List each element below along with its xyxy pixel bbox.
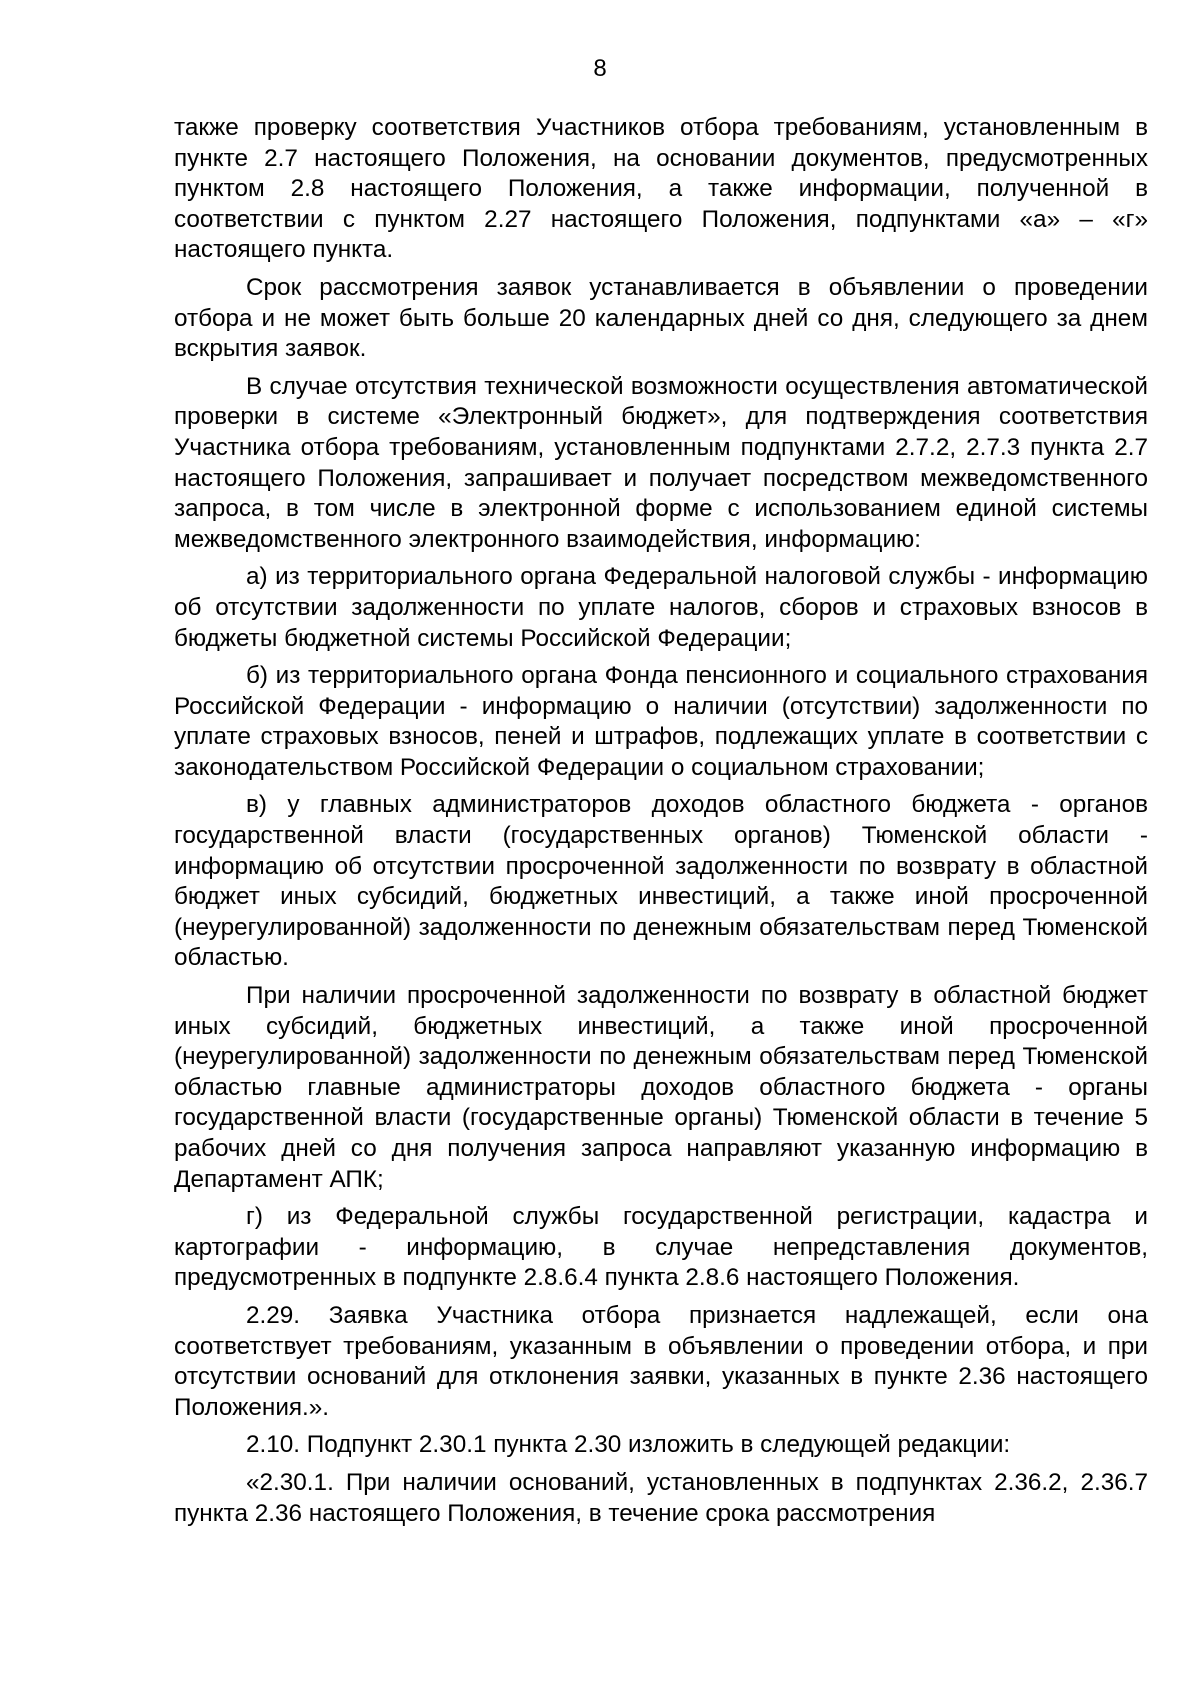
paragraph: Срок рассмотрения заявок устанавливается в объявлении о проведении отбора и не может быть больше 20 календарных дней со дня, следующего за днем вскрытия заявок. bbox=[174, 273, 1148, 363]
paragraph: б) из территориального органа Фонда пенсионного и социального страхования Российской Федерации - информацию о наличии (отсутствии) задолженности по уплате страховых взносов, пеней и штрафов, подлежащих уплате в соответствии с законодательством Российской Федерации о социальном страховании; bbox=[174, 662, 1148, 781]
paragraph: «2.30.1. При наличии оснований, установленных в подпунктах 2.36.2, 2.36.7 пункта 2.36 настоящего Положения, в течение срока рассмотрения bbox=[174, 1468, 1148, 1527]
paragraph: также проверку соответствия Участников отбора требованиям, установленным в пункте 2.7 настоящего Положения, на основании документов, предусмотренных пунктом 2.8 настоящего Положения, а также информации, полученной в соответствии с пунктом 2.27 настоящего Положения, подпунктами «а» – «г» настоящего пункта. bbox=[174, 114, 1148, 264]
paragraph: 2.10. Подпункт 2.30.1 пункта 2.30 изложить в следующей редакции: bbox=[246, 1431, 1011, 1459]
paragraph: в) у главных администраторов доходов областного бюджета - органов государственной власти (государственных органов) Тюменской области - информацию об отсутствии просроченной задолженности по возврату в областной бюджет иных субсидий, бюджетных инвестиций, а также иной просроченной (неурегулированной) задолженности по денежным обязательствам перед Тюменской областью. bbox=[174, 791, 1148, 972]
paragraph: г) из Федеральной службы государственной регистрации, кадастра и картографии - информацию, в случае непредставления документов, предусмотренных в подпункте 2.8.6.4 пункта 2.8.6 настоящего Положения. bbox=[174, 1203, 1148, 1292]
paragraph: В случае отсутствия технической возможности осуществления автоматической проверки в системе «Электронный бюджет», для подтверждения соответствия Участника отбора требованиям, установленным подпунктами 2.7.2, 2.7.3 пункта 2.7 настоящего Положения, запрашивает и получает посредством межведомственного запроса, в том числе в электронной форме с использованием единой системы межведомственного электронного взаимодействия, информацию: bbox=[174, 372, 1148, 553]
paragraph: а) из территориального органа Федеральной налоговой службы - информацию об отсутствии задолженности по уплате налогов, сборов и страховых взносов в бюджеты бюджетной системы Российской Федерации; bbox=[174, 563, 1148, 652]
page-number: 8 bbox=[593, 55, 607, 82]
document-body bbox=[174, 113, 1148, 1536]
paragraph: При наличии просроченной задолженности по возврату в областной бюджет иных субсидий, бюджетных инвестиций, а также иной просроченной (неурегулированной) задолженности по денежным обязательствам перед Тюменской областью главные администраторы доходов областного бюджета - органы государственной власти (государственные органы) Тюменской области в течение 5 рабочих дней со дня получения запроса направляют указанную информацию в Департамент АПК; bbox=[174, 982, 1148, 1193]
paragraph: 2.29. Заявка Участника отбора признается надлежащей, если она соответствует требованиям, указанным в объявлении о проведении отбора, и при отсутствии оснований для отклонения заявки, указанных в пункте 2.36 настоящего Положения.». bbox=[174, 1301, 1148, 1421]
